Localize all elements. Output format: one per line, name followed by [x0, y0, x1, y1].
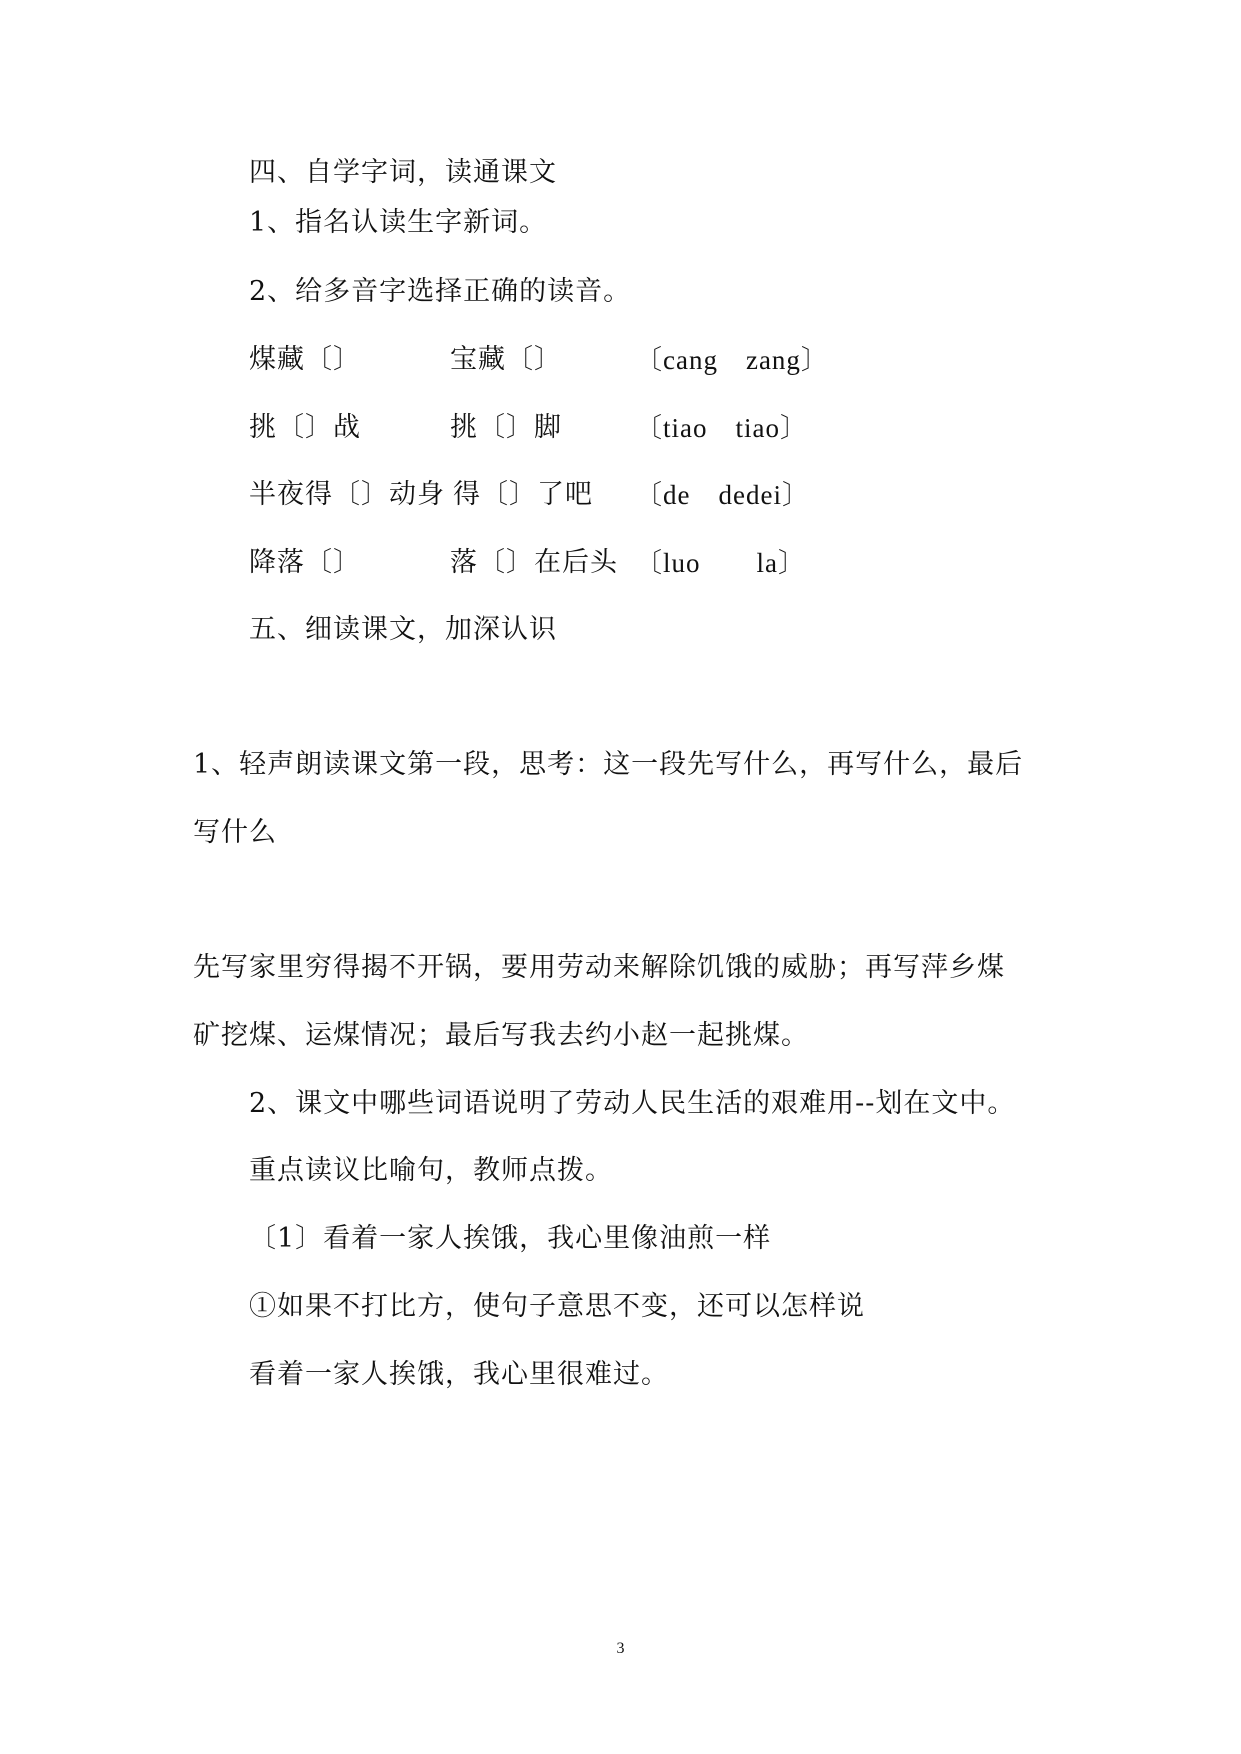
- sub-answer-1: 看着一家人挨饿，我心里很难过。: [249, 1359, 669, 1390]
- pinyin-options: 〔cang zang〕: [635, 345, 829, 375]
- page-number: 3: [616, 1640, 625, 1657]
- question-1-line-2: 写什么: [193, 817, 277, 848]
- pinyin-options: 〔tiao tiao〕: [635, 413, 808, 443]
- question-2: 2、课文中哪些词语说明了劳动人民生活的艰难用--划在文中。: [249, 1088, 1016, 1119]
- answer-1-line-2: 矿挖煤、运煤情况；最后写我去约小赵一起挑煤。: [193, 1020, 809, 1051]
- question-1-line-1: 1、轻声朗读课文第一段，思考：这一段先写什么，再写什么，最后: [193, 749, 1024, 780]
- word-cell: 挑〔〕脚: [450, 412, 562, 443]
- answer-1-line-1: 先写家里穷得揭不开锅，要用劳动来解除饥饿的威胁；再写萍乡煤: [193, 952, 1005, 983]
- pinyin-options: 〔de dedei〕: [635, 480, 810, 510]
- list-item-2: 2、给多音字选择正确的读音。: [249, 276, 632, 307]
- list-item-1: 1、指名认读生字新词。: [249, 207, 548, 238]
- word-cell: 落〔〕在后头: [450, 547, 618, 578]
- section-heading-4: 四、自学字词，读通课文: [249, 157, 557, 188]
- pinyin-options: 〔luo la〕: [635, 548, 806, 578]
- section-heading-5: 五、细读课文，加深认识: [249, 614, 557, 645]
- word-cell: 挑〔〕战: [249, 412, 361, 443]
- focus-note: 重点读议比喻句，教师点拨。: [249, 1155, 613, 1186]
- sub-question-1: ①如果不打比方，使句子意思不变，还可以怎样说: [249, 1291, 865, 1322]
- word-cell: 煤藏〔〕: [249, 344, 361, 375]
- word-cell: 得〔〕了吧: [453, 479, 593, 510]
- metaphor-sentence-1: 〔1〕看着一家人挨饿，我心里像油煎一样: [249, 1223, 772, 1254]
- word-cell: 降落〔〕: [249, 547, 361, 578]
- word-cell: 半夜得〔〕动身: [249, 479, 445, 510]
- word-cell: 宝藏〔〕: [450, 344, 562, 375]
